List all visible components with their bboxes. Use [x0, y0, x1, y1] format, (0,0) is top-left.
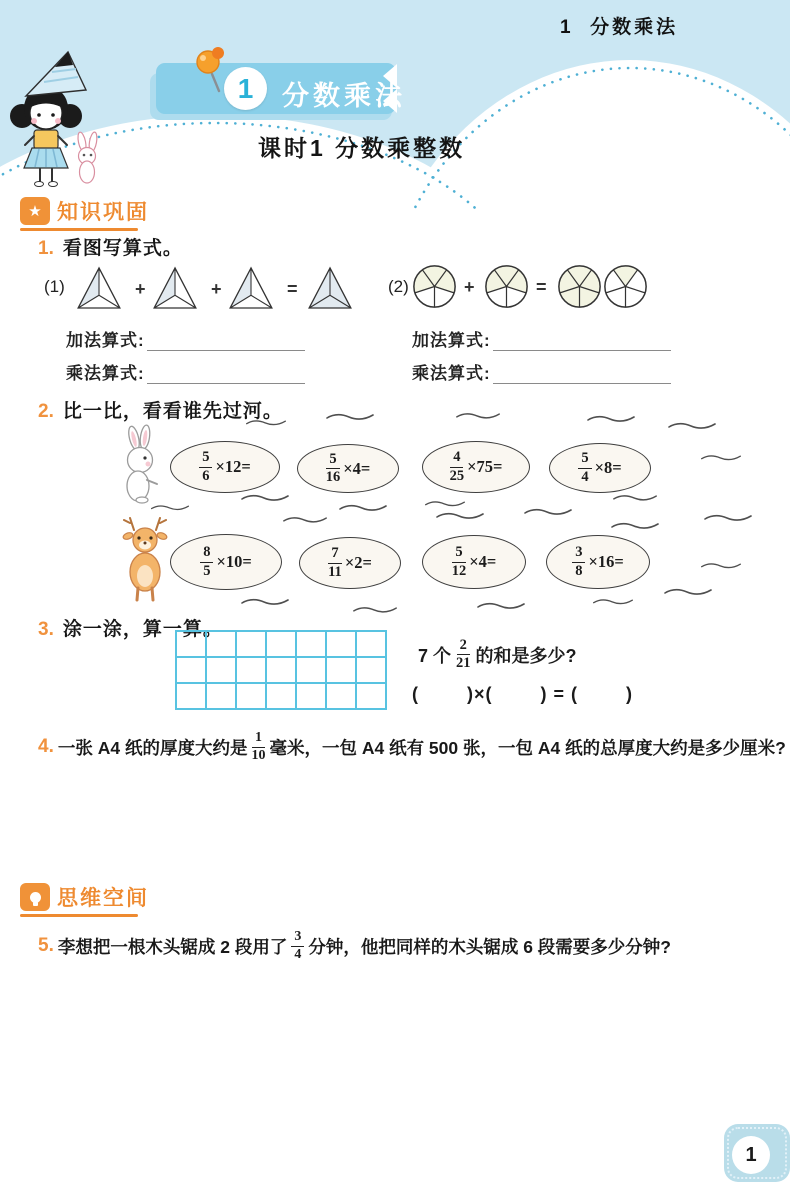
fraction-denominator: 5: [203, 562, 211, 579]
fraction-numerator: 3: [572, 545, 585, 562]
section-title: 知识巩固: [57, 201, 149, 224]
girl-mascot-illustration: [2, 50, 122, 190]
answer-blank: [147, 364, 305, 384]
multiplier-text: ×75=: [467, 457, 503, 476]
answer-blank: [147, 331, 305, 351]
part-2-label: (2): [388, 277, 409, 296]
question-text: 的和是多少?: [475, 645, 577, 666]
fraction-denominator: 4: [294, 946, 302, 962]
water-wave: [612, 492, 658, 502]
fraction-circle-result-full: [557, 264, 602, 309]
water-wave: [585, 413, 637, 423]
water-wave: [352, 604, 398, 614]
water-wave: [150, 502, 190, 512]
rabbit-illustration: [114, 424, 168, 504]
fraction-denominator: 12: [451, 562, 467, 579]
star-icon: ★: [28, 202, 42, 220]
addition-blank-row: [412, 326, 671, 351]
water-wave: [424, 498, 466, 508]
problem-5: [38, 930, 671, 962]
fraction-circle: [484, 264, 529, 309]
chapter-title: 分数乘法: [282, 81, 406, 111]
fraction-denominator: 10: [251, 747, 266, 763]
lightbulb-icon: [30, 892, 41, 903]
fraction-triangle: [150, 264, 200, 312]
fraction-numerator: 5: [452, 545, 465, 562]
problem-number: 4.: [38, 736, 54, 758]
section-badge: [20, 883, 50, 911]
addition-label: 加法算式:: [412, 331, 491, 350]
stone-problem: [422, 535, 526, 589]
section-title: 思维空间: [57, 887, 149, 910]
fraction-numerator: 5: [199, 450, 212, 467]
multiplication-blank-row: [66, 359, 305, 384]
problem-number: 2.: [38, 401, 54, 422]
plus-operator: +: [464, 277, 475, 297]
water-wave: [455, 410, 501, 420]
fraction-numerator: 2: [457, 638, 470, 655]
fraction-denominator: 6: [202, 467, 210, 484]
part-1-label: (1): [44, 277, 65, 296]
stone-problem: [549, 443, 651, 493]
problem-text: 比一比，看看谁先过河。: [62, 401, 283, 422]
fraction-denominator: 11: [328, 563, 342, 580]
lesson-title: 课时1 分数乘整数: [258, 135, 466, 161]
equals-operator: =: [536, 277, 547, 297]
problem-3-question: [418, 638, 577, 671]
water-wave: [662, 586, 714, 596]
problem-number: 3.: [38, 619, 54, 640]
plus-operator: +: [211, 279, 222, 299]
stone-problem: [299, 537, 401, 589]
section-badge: [20, 197, 50, 225]
section-underline: [20, 228, 138, 231]
multiplier-text: ×10=: [216, 552, 252, 571]
water-wave: [592, 596, 634, 606]
fraction-circle-result-part: [603, 264, 648, 309]
problem-1-header: [38, 233, 183, 260]
addition-blank-row: [66, 326, 305, 351]
deer-illustration: [114, 514, 176, 602]
water-wave: [700, 452, 742, 462]
multiplier-text: ×4=: [343, 458, 371, 478]
water-wave: [520, 506, 576, 516]
fraction-triangle: [226, 264, 276, 312]
multiplication-label: 乘法算式:: [412, 364, 491, 383]
multiplier-text: ×16=: [588, 552, 624, 571]
fraction-denominator: 8: [575, 562, 583, 579]
water-wave: [700, 560, 742, 570]
page-number: 1: [732, 1136, 770, 1174]
stone-problem: [170, 441, 280, 493]
problem-text: 看图写算式。: [62, 238, 183, 259]
fraction-numerator: 1: [252, 731, 265, 748]
multiplier-text: ×8=: [594, 458, 622, 477]
water-wave: [322, 411, 378, 421]
fraction-numerator: 7: [328, 546, 341, 563]
equals-operator: =: [287, 279, 298, 299]
water-wave: [700, 512, 756, 522]
fraction-numerator: 5: [578, 451, 591, 468]
water-wave: [332, 502, 394, 512]
water-wave: [610, 520, 660, 530]
answer-blank: [493, 331, 671, 351]
problem-number: 5.: [38, 935, 54, 957]
plus-operator: +: [135, 279, 146, 299]
problem-number: 1.: [38, 238, 54, 259]
multiplier-text: ×12=: [215, 457, 251, 476]
section-underline: [20, 914, 138, 917]
problem-4: [38, 731, 786, 763]
section-thinking-header: [20, 882, 149, 912]
chapter-number-circle: 1: [224, 67, 267, 110]
fraction-denominator: 4: [581, 468, 589, 485]
problem-text: 一张 A4 纸的厚度大约是: [57, 737, 248, 758]
problem-text: 毫米，一包 A4 纸有 500 张，一包 A4 纸的总厚度大约是多少厘米?: [269, 737, 786, 758]
running-head: 1 分数乘法: [560, 17, 679, 38]
stone-problem: [297, 444, 399, 493]
fraction-denominator: 16: [325, 469, 341, 485]
fraction-triangle: [74, 264, 124, 312]
fraction-numerator: 8: [200, 545, 213, 562]
fraction-denominator: 25: [449, 467, 465, 484]
water-wave: [240, 492, 290, 502]
fill-in-equation: ( )×( ) = ( ): [412, 684, 634, 704]
multiplication-blank-row: [412, 359, 671, 384]
fraction-circle: [412, 264, 457, 309]
stone-problem: [422, 441, 530, 493]
water-wave: [282, 514, 328, 524]
multiplication-label: 乘法算式:: [66, 364, 145, 383]
answer-blank: [493, 364, 671, 384]
fraction-numerator: 3: [291, 930, 304, 947]
fraction-numerator: 5: [326, 452, 339, 469]
addition-label: 加法算式:: [66, 331, 145, 350]
fraction-triangle-result: [305, 264, 355, 312]
multiplier-text: ×2=: [344, 553, 372, 572]
question-text: 7 个: [418, 645, 452, 666]
stone-problem: [170, 534, 282, 590]
section-knowledge-header: [20, 196, 149, 226]
water-wave: [245, 417, 287, 427]
coloring-grid[interactable]: [175, 630, 387, 710]
water-wave: [662, 420, 722, 430]
multiplier-text: ×4=: [469, 552, 497, 571]
problem-text: 李想把一根木头锯成 2 段用了: [57, 936, 288, 957]
water-wave: [432, 510, 488, 520]
fraction-denominator: 21: [456, 655, 471, 672]
water-wave: [240, 596, 290, 606]
stone-problem: [546, 535, 650, 589]
water-wave: [470, 600, 532, 610]
problem-text: 涂一涂，算一算。: [62, 619, 223, 640]
fraction-numerator: 4: [450, 450, 463, 467]
problem-text: 分钟，他把同样的木头锯成 6 段需要多少分钟?: [308, 936, 671, 957]
